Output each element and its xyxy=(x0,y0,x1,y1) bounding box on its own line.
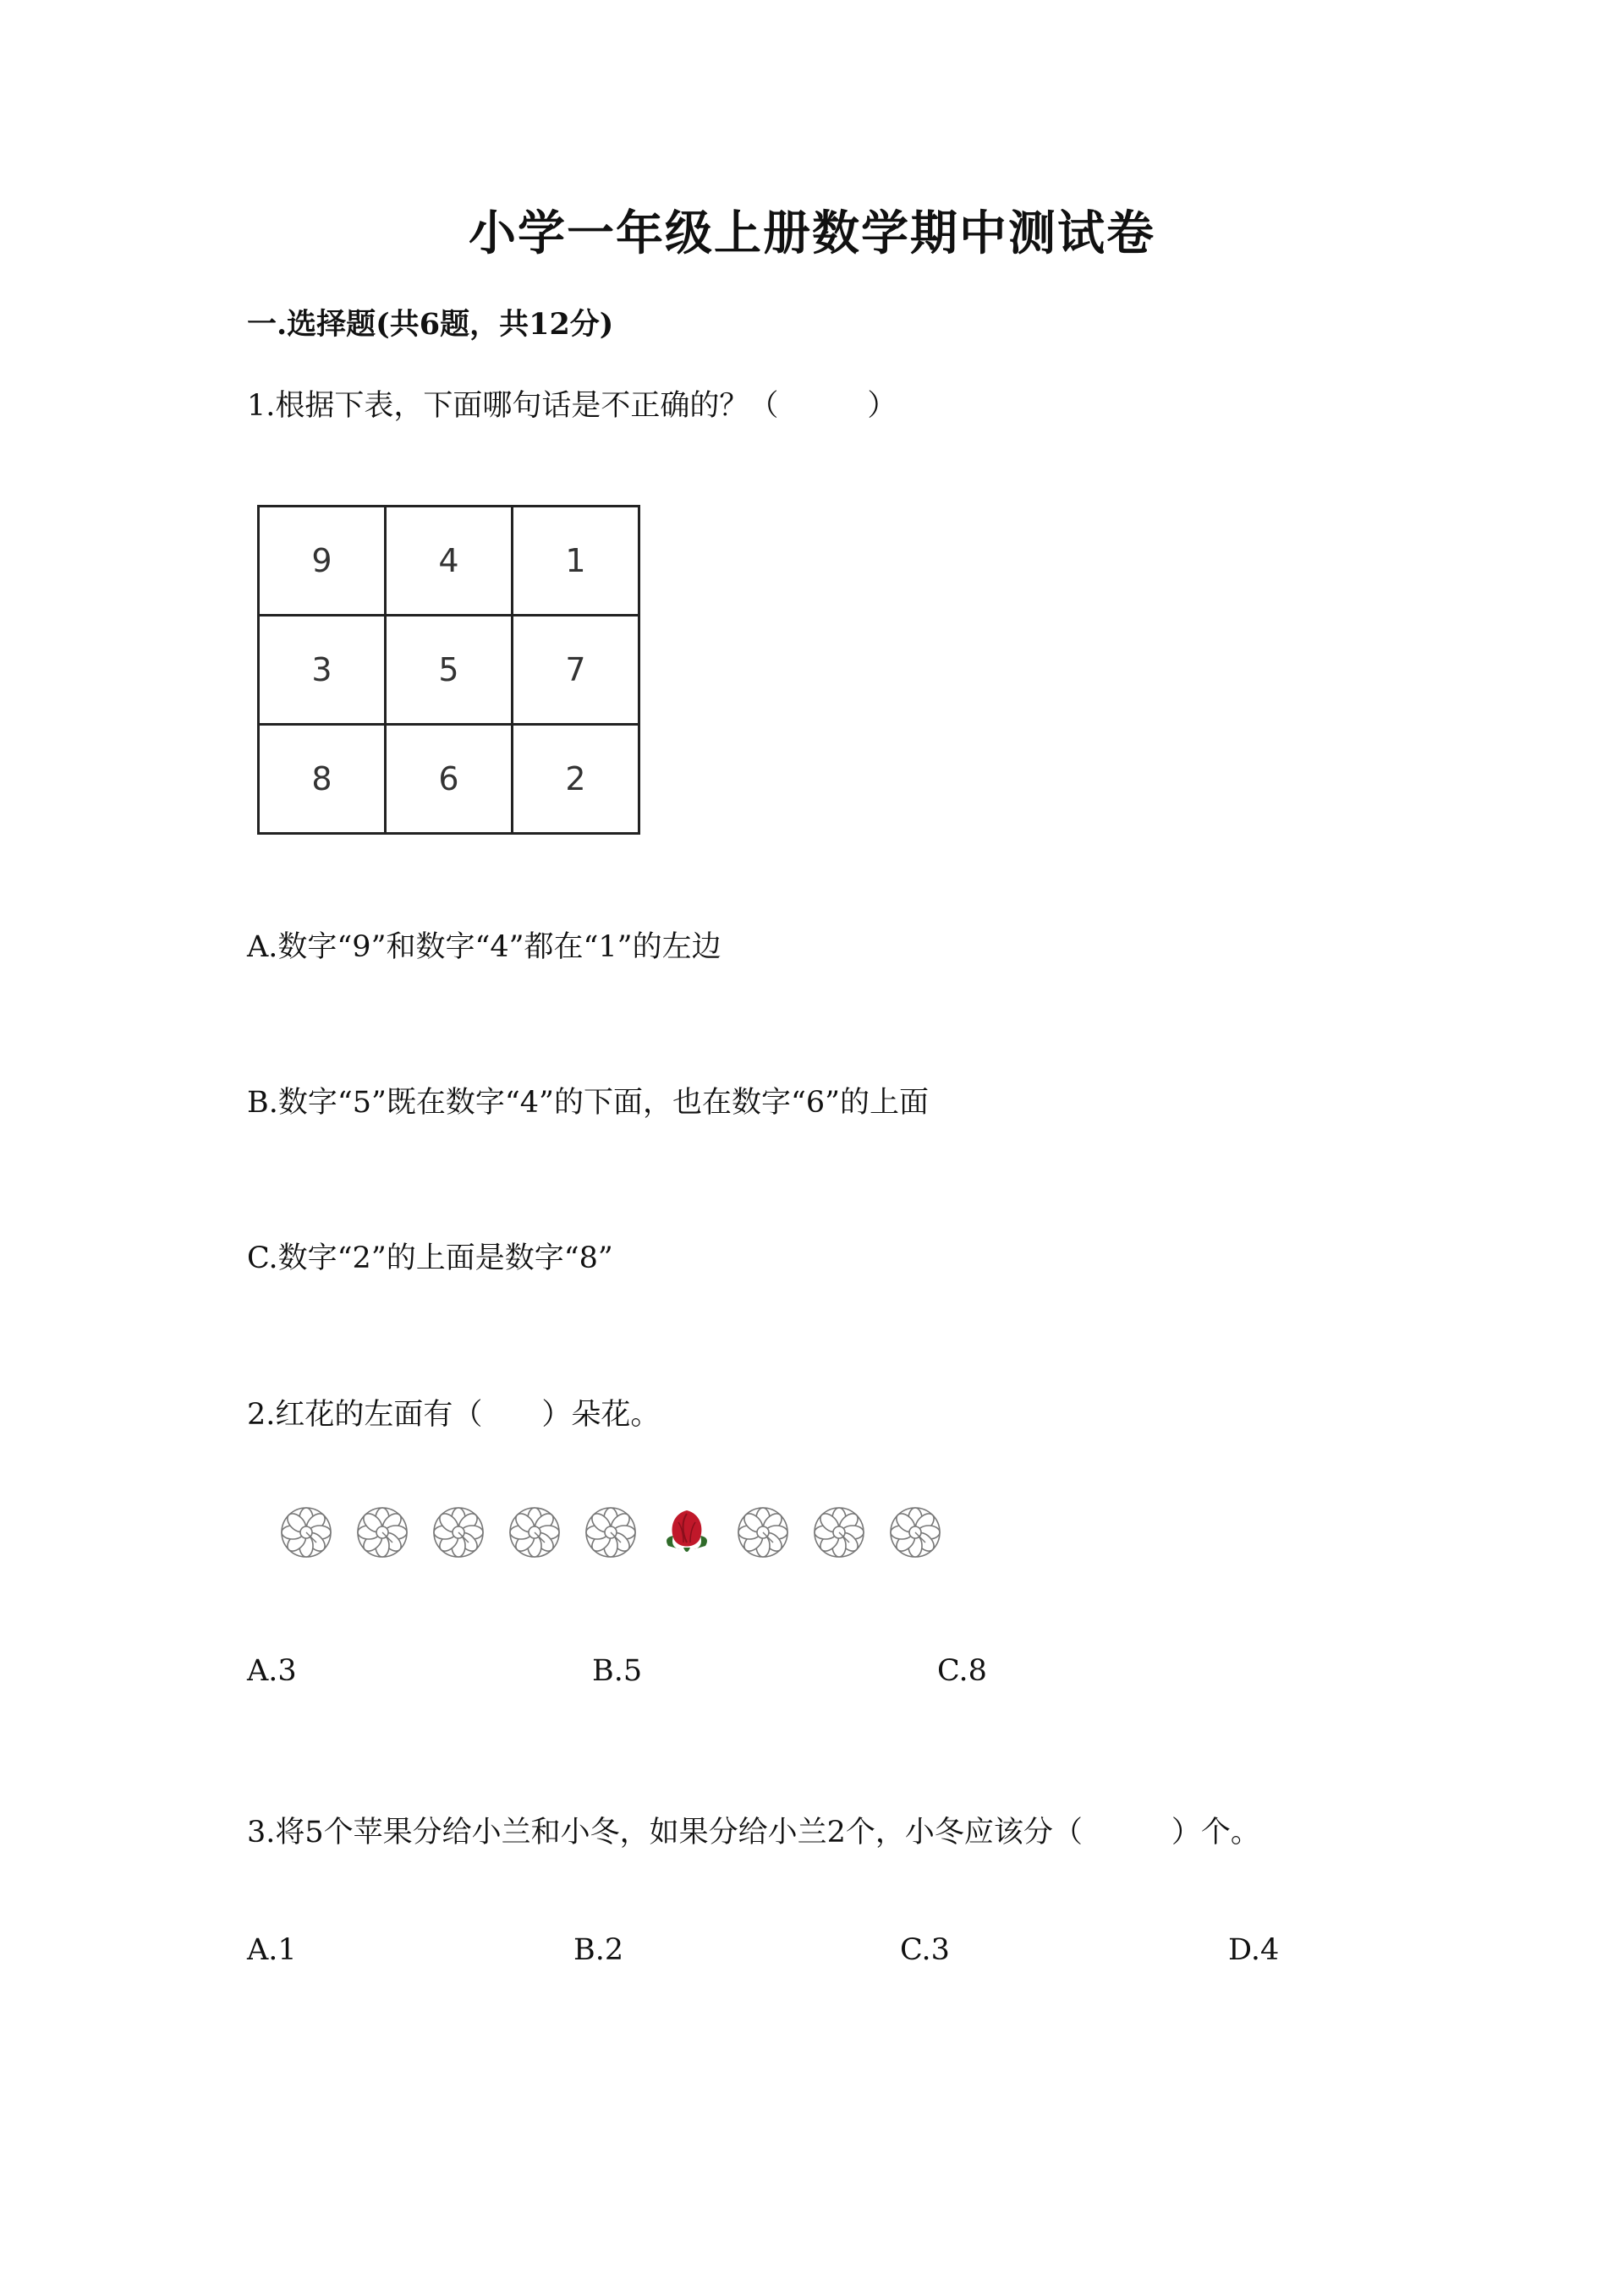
grid-cell: 6 xyxy=(386,725,513,834)
white-flower-icon xyxy=(506,1504,563,1561)
number-grid xyxy=(257,505,640,835)
question-1-stem: 1.根据下表，下面哪句话是不正确的？（ ） xyxy=(247,389,897,423)
question-2-option-a: A.3 xyxy=(247,1654,297,1688)
question-1-option-b: B.数字“5”既在数字“4”的下面，也在数字“6”的上面 xyxy=(247,1086,930,1120)
grid-row xyxy=(259,725,639,834)
page-title: 小学一年级上册数学期中测试卷 xyxy=(469,205,1155,261)
question-3-option-b: B.2 xyxy=(573,1933,624,1967)
grid-row xyxy=(259,507,639,616)
white-flower-icon xyxy=(277,1504,335,1561)
white-flower-icon xyxy=(810,1504,868,1561)
white-flower-icon xyxy=(886,1504,944,1561)
white-flower-icon xyxy=(582,1504,639,1561)
grid-cell: 5 xyxy=(386,616,513,725)
grid-row xyxy=(259,616,639,725)
flower-row xyxy=(277,1504,971,1566)
grid-cell: 4 xyxy=(386,507,513,616)
white-flower-icon xyxy=(430,1504,487,1561)
grid-cell: 3 xyxy=(259,616,386,725)
grid-cell: 9 xyxy=(259,507,386,616)
grid-cell: 1 xyxy=(513,507,639,616)
section-heading: 一.选择题(共6题，共12分) xyxy=(247,307,614,342)
white-flower-icon xyxy=(734,1504,792,1561)
question-3-option-a: A.1 xyxy=(247,1933,297,1967)
grid-cell: 7 xyxy=(513,616,639,725)
question-3-option-c: C.3 xyxy=(900,1933,950,1967)
question-1-option-c: C.数字“2”的上面是数字“8” xyxy=(247,1241,613,1275)
question-3-stem: 3.将5个苹果分给小兰和小冬，如果分给小兰2个，小冬应该分（ ）个。 xyxy=(247,1816,1260,1849)
question-3-option-d: D.4 xyxy=(1228,1933,1280,1967)
question-1-option-a: A.数字“9”和数字“4”都在“1”的左边 xyxy=(247,930,721,964)
question-2-option-c: C.8 xyxy=(937,1654,987,1688)
grid-cell: 2 xyxy=(513,725,639,834)
red-flower-icon xyxy=(658,1504,716,1561)
grid-cell: 8 xyxy=(259,725,386,834)
question-2-option-b: B.5 xyxy=(592,1654,643,1688)
question-2-stem: 2.红花的左面有（ ）朵花。 xyxy=(247,1398,661,1432)
white-flower-icon xyxy=(354,1504,411,1561)
